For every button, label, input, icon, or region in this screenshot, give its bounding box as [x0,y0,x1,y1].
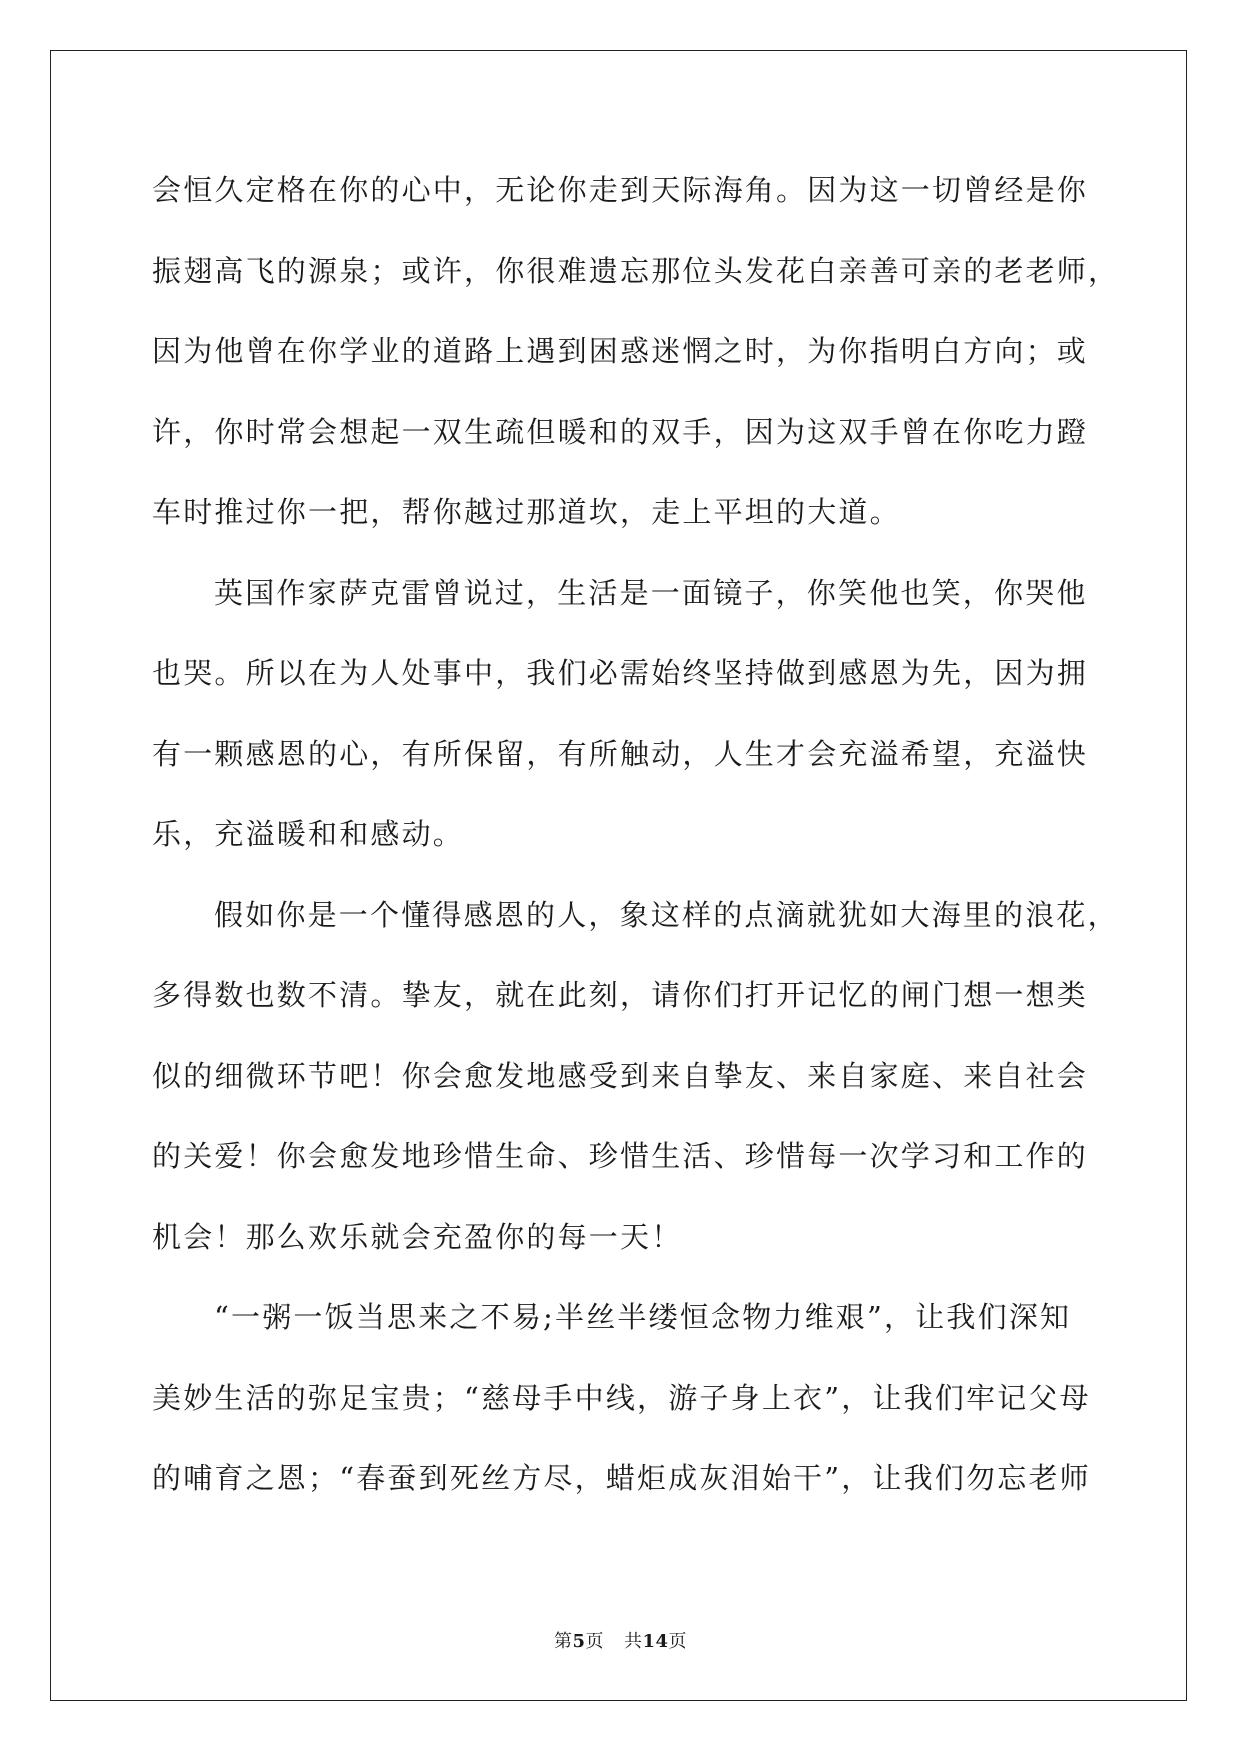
text-line: 似的细微环节吧！你会愈发地感受到来自挚友、来自家庭、来自社会 [152,1058,1089,1093]
total-suffix: 页 [668,1631,688,1652]
text-line: 美妙生活的弥足宝贵；“慈母手中线，游子身上衣”，让我们牢记父母 [152,1380,1091,1415]
paragraph-first-line: 英国作家萨克雷曾说过，生活是一面镜子，你笑他也笑，你哭他 [214,575,1088,610]
text-line: 车时推过你一把，帮你越过那道坎，走上平坦的大道。 [152,495,901,529]
text-line: 有一颗感恩的心，有所保留，有所触动，人生才会充溢希望，充溢快 [152,736,1089,771]
page-prefix: 第 [553,1631,573,1652]
text-line: 振翅高飞的源泉；或许，你很难遗忘那位头发花白亲善可亲的老老师， [152,253,1120,288]
text-line: 多得数也数不清。挚友，就在此刻，请你们打开记忆的闸门想一想类 [152,978,1089,1012]
page-current: 5 [572,1631,586,1652]
text-line: 因为他曾在你学业的道路上遇到困惑迷惘之时，为你指明白方向；或 [152,334,1089,368]
total-prefix: 共 [623,1631,643,1652]
page-footer [0,1630,1241,1654]
document-body [152,150,1120,1519]
paragraph-first-line: “一粥一饭当思来之不易;半丝半缕恒念物力维艰”，让我们深知 [214,1300,1072,1334]
text-line: 的哺育之恩；“春蚕到死丝方尽，蜡炬成灰泪始干”，让我们勿忘老师 [152,1461,1091,1495]
text-line: 会恒久定格在你的心中，无论你走到天际海角。因为这一切曾经是你 [152,173,1089,207]
text-line: 许，你时常会想起一双生疏但暖和的双手，因为这双手曾在你吃力蹬 [152,414,1089,449]
text-line: 的关爱！你会愈发地珍惜生命、珍惜生活、珍惜每一次学习和工作的 [152,1139,1089,1173]
text-line: 也哭。所以在为人处事中，我们必需始终坚持做到感恩为先，因为拥 [152,656,1089,690]
paragraph-first-line: 假如你是一个懂得感恩的人，象这样的点滴就犹如大海里的浪花， [214,897,1119,932]
text-line: 乐，充溢暖和和感动。 [152,817,465,851]
page-total: 14 [642,1631,669,1652]
text-line: 机会！那么欢乐就会充盈你的每一天！ [152,1219,683,1254]
page-suffix: 页 [585,1631,604,1652]
